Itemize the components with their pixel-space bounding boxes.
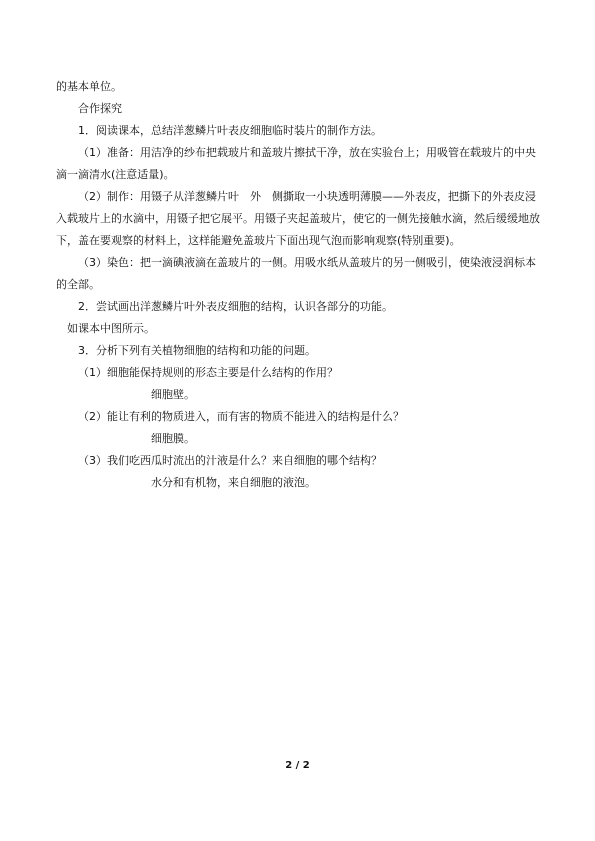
question-3: 3．分析下列有关植物细胞的结构和功能的问题。 bbox=[78, 344, 316, 357]
sub-answer-1: 细胞壁。 bbox=[151, 388, 195, 401]
step-preparation: （1）准备：用洁净的纱布把载玻片和盖玻片擦拭干净，放在实验台上；用吸管在载玻片的中央滴一滴清水(注意适量)。 bbox=[56, 146, 536, 181]
sub-question-2: （2）能让有利的物质进入，而有害的物质不能进入的结构是什么？ bbox=[78, 410, 404, 423]
question-2: 2．尝试画出洋葱鳞片叶外表皮细胞的结构，认识各部分的功能。 bbox=[78, 300, 393, 313]
question-1: 1．阅读课本，总结洋葱鳞片叶表皮细胞临时装片的制作方法。 bbox=[78, 124, 382, 137]
answer-2: 如课本中图所示。 bbox=[67, 322, 155, 335]
sub-question-3: （3）我们吃西瓜时流出的汁液是什么？来自细胞的哪个结构？ bbox=[78, 454, 382, 467]
sub-answer-2: 细胞膜。 bbox=[151, 432, 195, 445]
sub-answer-3: 水分和有机物，来自细胞的液泡。 bbox=[151, 476, 316, 489]
sub-question-1: （1）细胞能保持规则的形态主要是什么结构的作用？ bbox=[78, 366, 338, 379]
document-body bbox=[56, 76, 540, 494]
step-staining: （3）染色：把一滴碘液滴在盖玻片的一侧。用吸水纸从盖玻片的另一侧吸引，使染液浸润标本的全部。 bbox=[56, 256, 536, 291]
paragraph-continuation: 的基本单位。 bbox=[56, 80, 122, 93]
section-heading-cooperative-inquiry: 合作探究 bbox=[78, 102, 122, 115]
step-production: （2）制作：用镊子从洋葱鳞片叶 外 侧撕取一小块透明薄膜——外表皮，把撕下的外表皮浸入载玻片上的水滴中，用镊子把它展平。用镊子夹起盖玻片，使它的一侧先接触水滴，然后缓缓地放下，盖在要观察的材料上，这样能避免盖玻片下面出现气泡而影响观察(特别重要)。 bbox=[56, 190, 540, 247]
page-number: 2 / 2 bbox=[285, 760, 310, 771]
